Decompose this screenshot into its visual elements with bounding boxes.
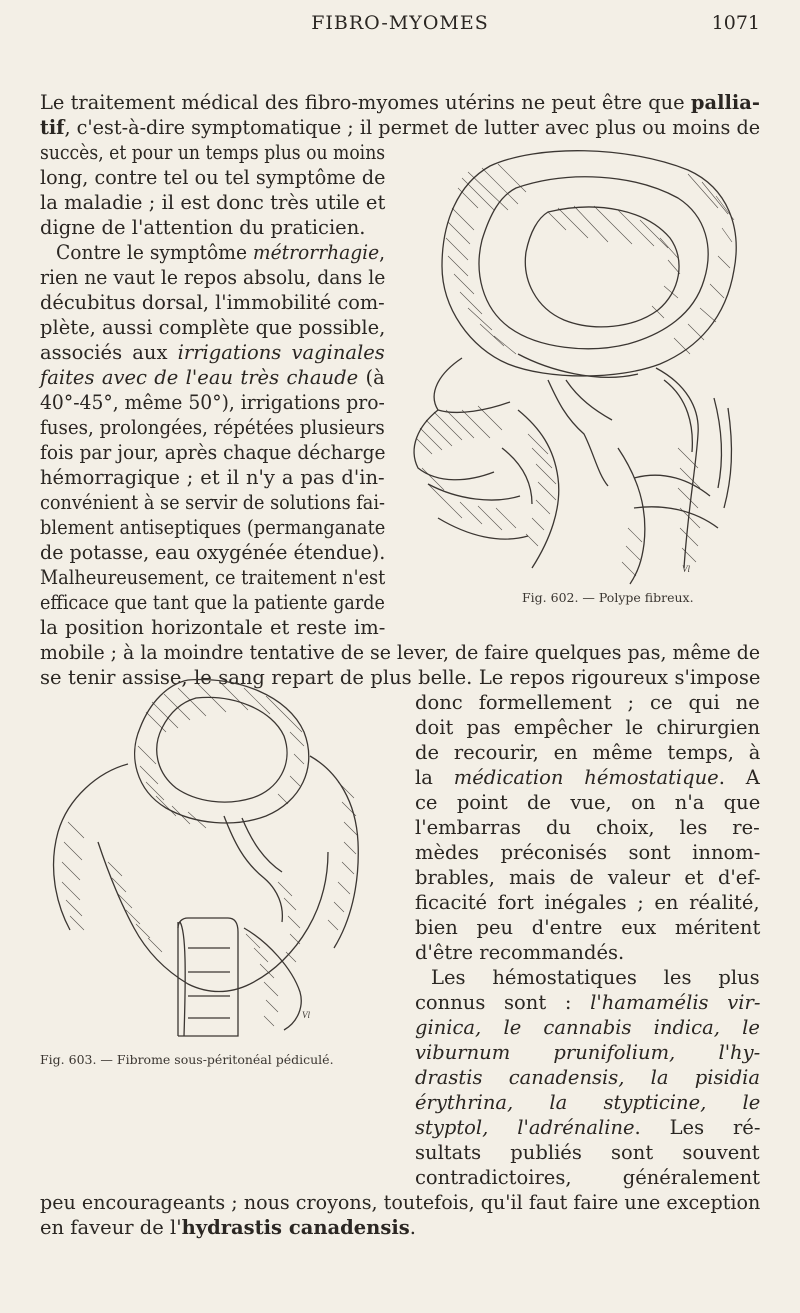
text-run: hydrastis canadensis [181,1216,410,1239]
text-run: succès, et pour un temps plus ou moins [40,141,386,164]
text-line [40,542,385,564]
text-run: d'être recommandés. [415,941,625,964]
text-run: Le traitement médical des fibro-myomes utérins ne peut être que [40,91,691,114]
text-run: 40°-45°, même 50°), irrigations pro- [40,391,385,414]
text-line [415,767,760,789]
text-line [40,192,385,214]
text-line [40,342,385,364]
text-run: médication hémostatique [453,766,719,789]
text-line [415,1067,760,1089]
text-run: décubitus dorsal, l'immobilité com- [40,291,385,314]
text-line [415,717,760,739]
text-line [415,917,760,939]
page-header [40,12,760,38]
text-line [431,967,760,989]
text-line [56,242,385,264]
text-line [40,392,385,414]
text-run: connus sont : [415,991,591,1014]
text-line [415,817,760,839]
text-run: long, contre tel ou tel symptôme de [40,166,386,189]
text-line [415,692,760,714]
text-line [415,867,760,889]
text-run: faites avec de l'eau très chaude [40,366,359,389]
text-run: donc formellement ; ce qui ne [415,691,760,714]
text-line [415,892,760,914]
text-line [40,167,385,189]
text-run: efficace que tant que la patiente garde [40,591,385,614]
text-line [40,517,385,539]
text-run: pallia- [690,91,760,114]
figure-602-polyp-illustration [398,148,750,586]
text-run: hémorragique ; et il n'y a pas d'in- [40,466,385,489]
figure-signature: Vl [682,564,690,574]
text-run: bien peu d'entre eux méritent [415,916,761,939]
text-line [40,217,365,239]
text-line [415,1017,760,1039]
text-line [415,942,624,964]
text-run: la position horizontale et reste im- [40,616,386,639]
text-line [40,417,385,439]
text-line [415,1042,760,1064]
text-line [40,367,385,389]
text-run: la maladie ; il est donc très utile et [40,191,386,214]
text-line [40,1217,416,1239]
text-run: viburnum prunifolium, l'hy- [415,1041,761,1064]
text-line [415,1092,760,1114]
text-run: tif [40,116,65,139]
text-run: mobile ; à la moindre tentative de se lever, de faire quelques pas, même de [40,641,761,664]
text-run: l'hamamélis vir- [590,991,761,1014]
text-run: fuses, prolongées, répétées plusieurs [40,416,385,439]
text-run: , c'est-à-dire symptomatique ; il permet de lutter avec plus ou moins de [64,116,761,139]
text-line [415,1142,760,1164]
text-run: érythrina, la stypticine, le [415,1091,761,1114]
text-line [40,467,385,489]
text-run: métrorrhagie [252,241,380,264]
text-run: doit pas empêcher le chirurgien [415,716,761,739]
text-line [415,742,760,764]
text-run: rien ne vaut le repos absolu, dans le [40,266,386,289]
text-run: se tenir assise, le sang repart de plus belle. Le repos rigoureux s'impose [40,666,761,689]
text-run: plète, aussi complète que possible, [40,316,386,339]
text-run: ce point de vue, on n'a que [415,791,761,814]
text-line [415,992,760,1014]
text-run: , [379,241,386,264]
text-run: . Les ré- [634,1116,761,1139]
text-line [415,842,760,864]
text-line [40,142,385,164]
running-title: FIBRO-MYOMES [311,12,489,34]
text-run: ginica, le cannabis indica, le [415,1016,760,1039]
text-run: en faveur de l' [40,1216,182,1239]
text-line [415,1167,760,1189]
text-line [40,617,385,639]
text-line [40,592,385,614]
text-line [40,267,385,289]
text-line [40,567,385,589]
figure-603-caption: Fig. 603. — Fibrome sous-péritonéal pédiculé. [40,1052,334,1067]
text-line [40,1192,760,1214]
figure-signature: Vl [302,1010,310,1020]
text-line [40,642,760,664]
text-line [415,1117,760,1139]
text-run: Contre le symptôme [56,241,253,264]
text-run: peu encourageants ; nous croyons, toutefois, qu'il faut faire une exception [40,1191,761,1214]
text-run: sultats publiés sont souvent [415,1141,760,1164]
text-run: . [409,1216,416,1239]
page-number: 1071 [711,12,760,34]
text-run: de potasse, eau oxygénée étendue). [40,541,386,564]
text-run: la [415,766,454,789]
text-run: convénient à se servir de solutions fai- [40,491,385,514]
figure-603-fibroma-illustration [38,672,368,1052]
text-run: Malheureusement, ce traitement n'est [40,566,386,589]
text-run: l'embarras du choix, les re- [415,816,760,839]
text-line [40,442,385,464]
figure-602-caption: Fig. 602. — Polype fibreux. [522,590,694,605]
text-run: blement antiseptiques (permanganate [40,516,386,539]
text-run: contradictoires, généralement [415,1166,760,1189]
text-line [40,292,385,314]
text-line [40,92,760,114]
text-run: . A [718,766,760,789]
text-run: (à [358,366,385,389]
text-run: styptol, l'adrénaline [415,1116,635,1139]
text-run: drastis canadensis, la pisidia [415,1066,761,1089]
text-line [415,792,760,814]
text-run: ficacité fort inégales ; en réalité, [415,891,760,914]
text-line [40,117,760,139]
text-line [40,492,385,514]
text-run: Les hémostatiques les plus [431,966,760,989]
text-run: de recourir, en même temps, à [415,741,761,764]
text-run: mèdes préconisés sont innom- [415,841,761,864]
text-run: associés aux [40,341,178,364]
text-run: irrigations vaginales [177,341,385,364]
text-line [40,317,385,339]
text-run: brables, mais de valeur et d'ef- [415,866,761,889]
text-run: digne de l'attention du praticien. [40,216,366,239]
text-run: fois par jour, après chaque décharge [40,441,386,464]
